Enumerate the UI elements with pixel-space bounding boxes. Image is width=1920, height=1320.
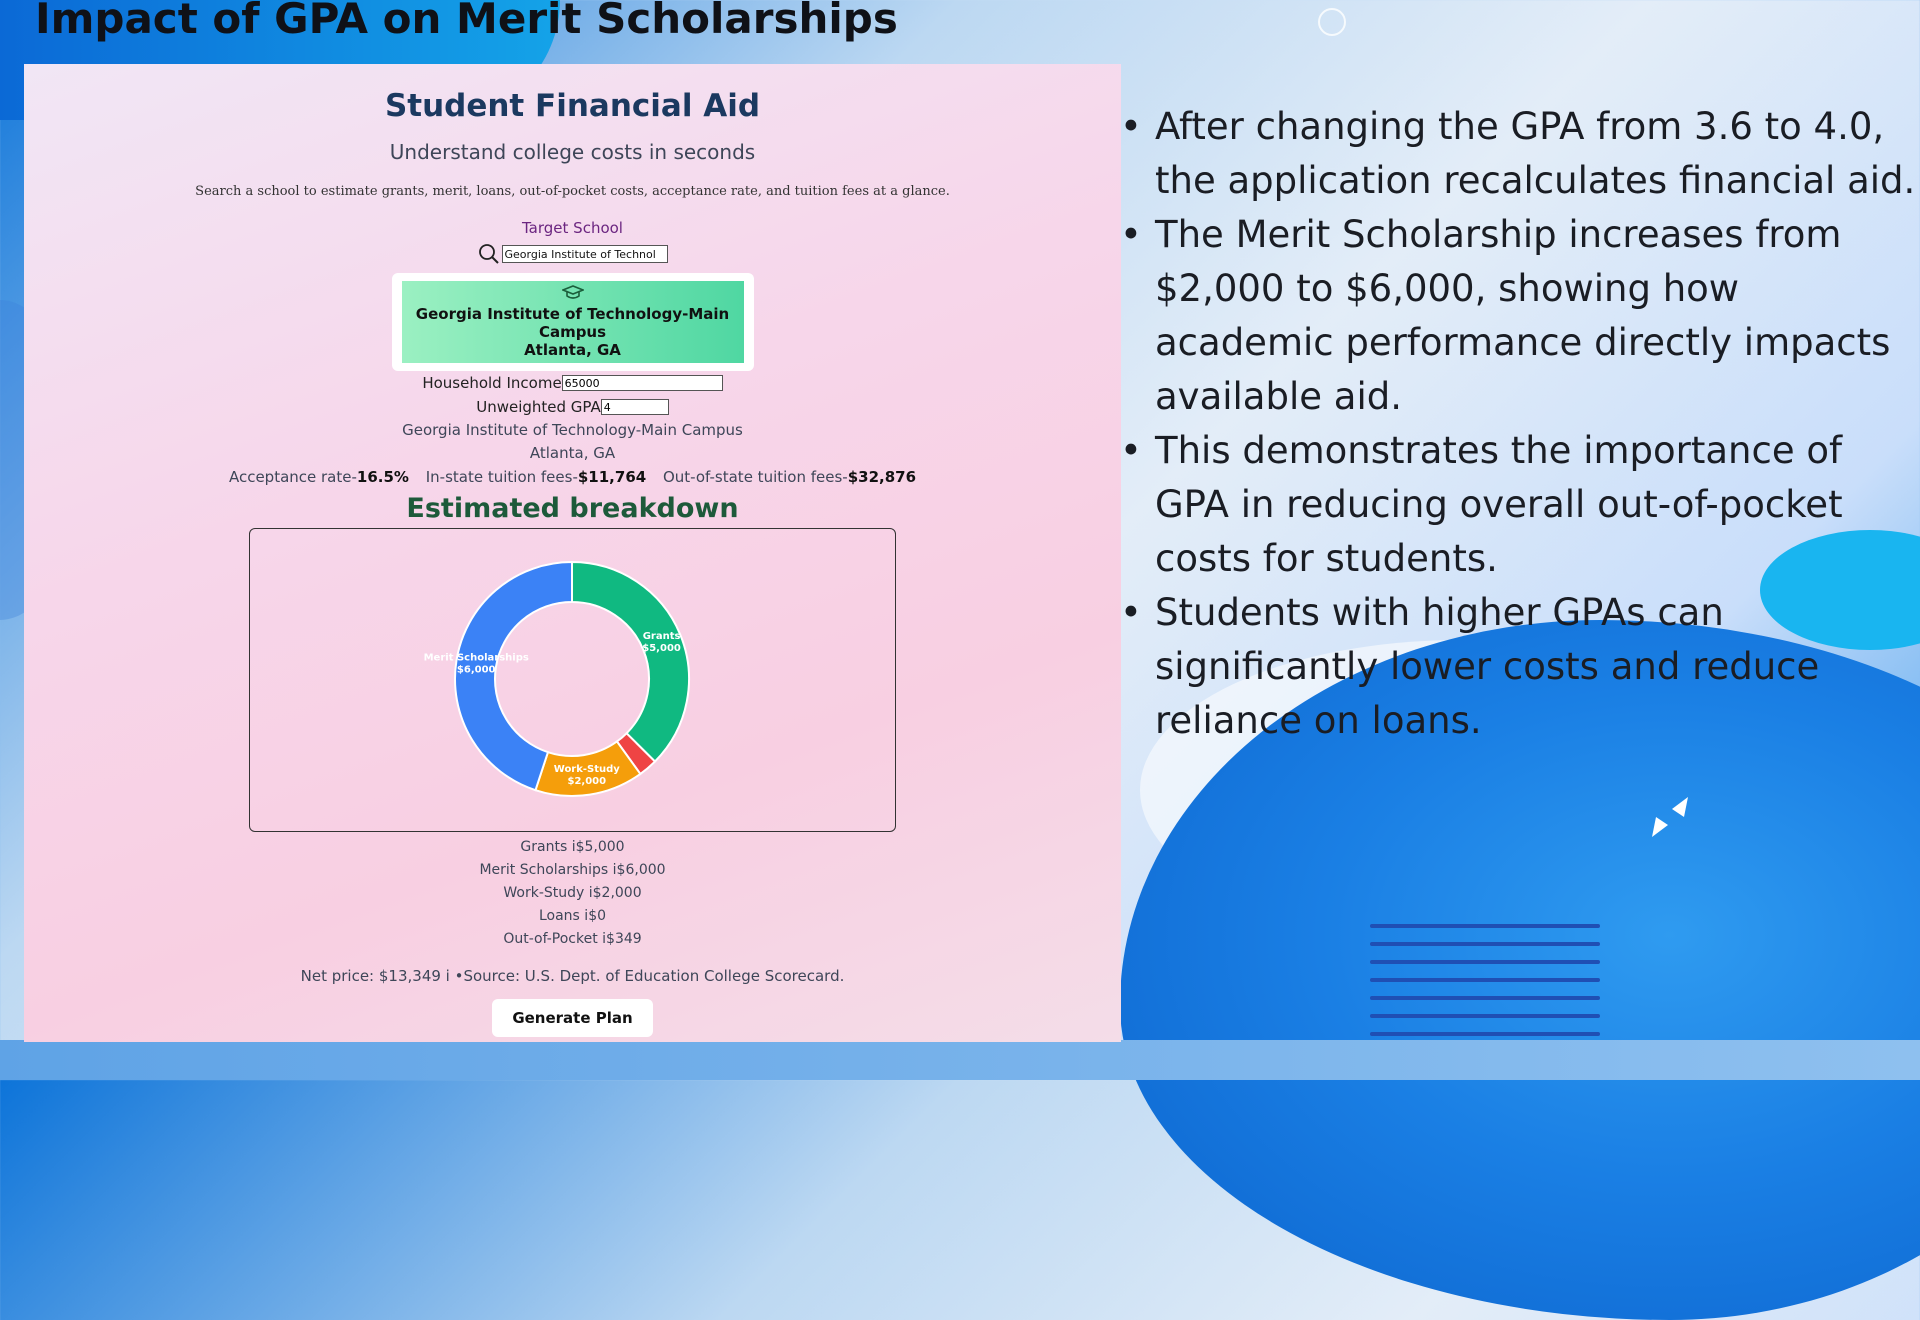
generate-plan-button[interactable]: Generate Plan (492, 999, 652, 1037)
donut-label-grants-value: $5,000 (642, 642, 681, 654)
target-school-label: Target School (522, 219, 623, 237)
breakdown-merit: Merit Scholarships i$6,000 (479, 862, 666, 878)
decor-circle (1318, 8, 1346, 36)
background-bottom-band (0, 1040, 1920, 1080)
breakdown-chart (249, 528, 896, 832)
bullet-item: • Students with higher GPAs can significantly lower costs and reduce reliance on loans. (1120, 586, 1920, 748)
donut-slice-grants[interactable] (572, 562, 689, 762)
arrows-icon (1650, 795, 1690, 839)
app-screenshot (24, 64, 1121, 1042)
gpa-input[interactable] (601, 399, 669, 415)
school-card-location: Atlanta, GA (524, 341, 621, 359)
app-description: Search a school to estimate grants, merit, loans, out-of-pocket costs, acceptance rate, and tuition fees at a glance. (195, 184, 950, 199)
gpa-row (24, 395, 1121, 419)
bullet-item: • This demonstrates the importance of GPA in reducing overall out-of-pocket costs for students. (1120, 424, 1920, 586)
breakdown-list (24, 836, 1121, 951)
search-icon[interactable] (478, 243, 500, 265)
donut-chart (250, 529, 895, 831)
donut-label-work-study-name: Work-Study (553, 763, 620, 775)
app-subtitle: Understand college costs in seconds (389, 140, 756, 164)
bullet-item: • The Merit Scholarship increases from $2,000 to $6,000, showing how academic performance directly impacts available aid. (1120, 208, 1920, 424)
slide-title: Impact of GPA on Merit Scholarships (35, 0, 898, 43)
school-stats (24, 465, 1121, 489)
bullet-item: • After changing the GPA from 3.6 to 4.0, the application recalculates financial aid. (1120, 100, 1920, 208)
graduation-cap-icon (562, 285, 584, 301)
donut-label-grants-name: Grants (642, 630, 681, 642)
acceptance-value: 16.5% (356, 468, 409, 486)
breakdown-work-study: Work-Study i$2,000 (503, 885, 642, 901)
app-title: Student Financial Aid (384, 88, 761, 124)
school-name: Georgia Institute of Technology-Main Campus (402, 421, 743, 439)
school-search (24, 243, 1121, 265)
school-suggestion[interactable] (392, 273, 754, 371)
school-card-name: Georgia Institute of Technology-Main Campus (415, 305, 730, 341)
acceptance-label: Acceptance rate- (228, 468, 357, 486)
school-location: Atlanta, GA (529, 444, 616, 462)
outstate-label: Out-of-state tuition fees- (662, 468, 848, 486)
breakdown-out-of-pocket: Out-of-Pocket i$349 (503, 931, 642, 947)
breakdown-grants: Grants i$5,000 (520, 839, 625, 855)
net-price: Net price: $13,349 i •Source: U.S. Dept. of Education College Scorecard. (300, 967, 845, 985)
income-label: Household Income (422, 374, 562, 392)
school-card[interactable] (402, 281, 744, 363)
donut-label-merit-scholarships-name: Merit Scholarships (423, 652, 529, 664)
slide-bullets (1120, 100, 1920, 748)
school-search-input[interactable] (502, 245, 668, 263)
income-row (24, 371, 1121, 395)
gpa-label: Unweighted GPA (476, 398, 601, 416)
outstate-value: $32,876 (847, 468, 917, 486)
income-input[interactable] (562, 375, 723, 391)
instate-value: $11,764 (577, 468, 647, 486)
donut-label-merit-scholarships-value: $6,000 (456, 664, 496, 676)
instate-label: In-state tuition fees- (425, 468, 578, 486)
donut-label-work-study-value: $2,000 (567, 775, 607, 787)
breakdown-loans: Loans i$0 (538, 908, 607, 924)
breakdown-title: Estimated breakdown (406, 493, 739, 524)
